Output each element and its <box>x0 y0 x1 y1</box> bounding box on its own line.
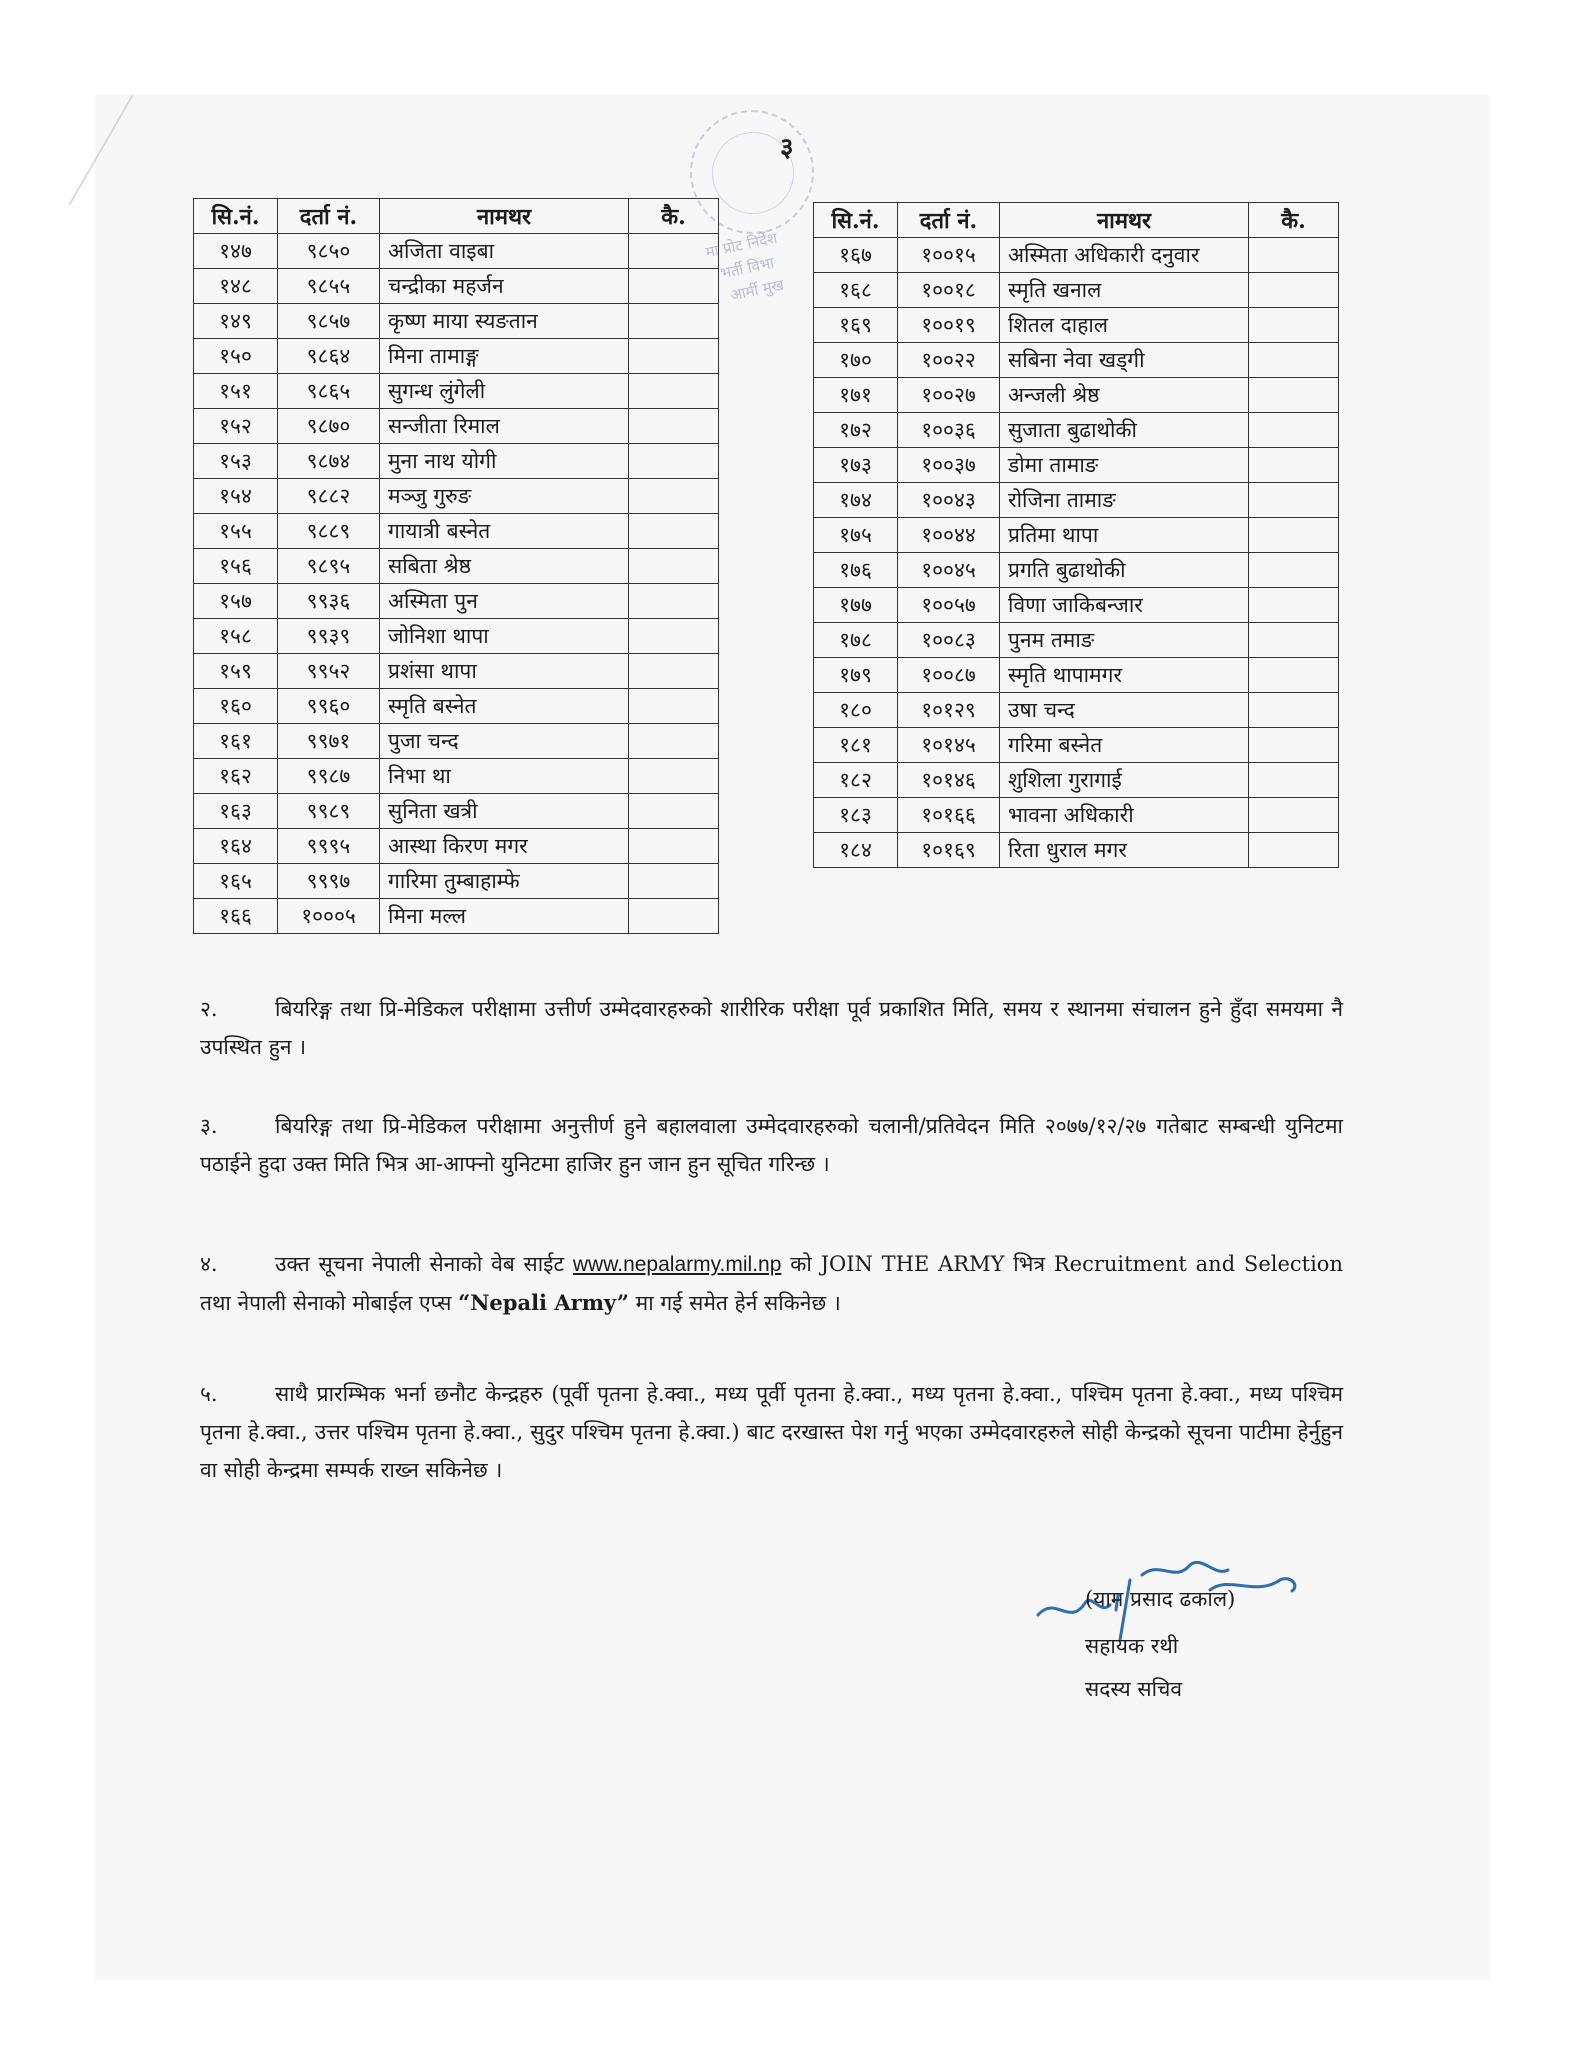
serial-cell: १६८ <box>814 273 898 308</box>
name-cell: गायात्री बस्नेत <box>380 514 629 549</box>
table-row <box>194 759 719 794</box>
table-row <box>814 658 1339 693</box>
remark-cell <box>629 514 719 549</box>
signatory-rank: सहायक रथी <box>1085 1634 1179 1658</box>
table-row <box>814 308 1339 343</box>
serial-cell: १६९ <box>814 308 898 343</box>
header-serial: सि.नं. <box>814 203 898 238</box>
serial-cell: १५२ <box>194 409 278 444</box>
name-cell: अजिता वाइबा <box>380 234 629 269</box>
name-cell: मिना तामाङ्ग <box>380 339 629 374</box>
serial-cell: १५४ <box>194 479 278 514</box>
serial-cell: १८२ <box>814 763 898 798</box>
name-cell: सबिता श्रेष्ठ <box>380 549 629 584</box>
table-row <box>194 304 719 339</box>
registration-cell: १०००५ <box>278 899 380 934</box>
name-cell: निभा था <box>380 759 629 794</box>
page-number: ३ <box>780 133 794 163</box>
registration-cell: ९८६५ <box>278 374 380 409</box>
name-cell: स्मृति बस्नेत <box>380 689 629 724</box>
remark-cell <box>1249 413 1339 448</box>
table-row <box>814 518 1339 553</box>
remark-cell <box>1249 483 1339 518</box>
registration-cell: ९९९७ <box>278 864 380 899</box>
name-cell: मञ्जु गुरुङ <box>380 479 629 514</box>
remark-cell <box>1249 763 1339 798</box>
serial-cell: १६० <box>194 689 278 724</box>
name-cell: मुना नाथ योगी <box>380 444 629 479</box>
table-row <box>194 794 719 829</box>
registration-cell: ९९५२ <box>278 654 380 689</box>
registration-cell: १०१६९ <box>898 833 1000 868</box>
remark-cell <box>1249 833 1339 868</box>
serial-cell: १४७ <box>194 234 278 269</box>
table-row <box>814 448 1339 483</box>
remark-cell <box>629 899 719 934</box>
serial-cell: १६३ <box>194 794 278 829</box>
table-row <box>194 689 719 724</box>
table-row <box>814 413 1339 448</box>
registration-cell: १००८३ <box>898 623 1000 658</box>
remark-cell <box>629 234 719 269</box>
registration-cell: ९८५७ <box>278 304 380 339</box>
table-header-row <box>194 199 719 234</box>
serial-cell: १५३ <box>194 444 278 479</box>
name-cell: सबिना नेवा खड्गी <box>1000 343 1249 378</box>
registration-cell: १००४३ <box>898 483 1000 518</box>
remark-cell <box>1249 798 1339 833</box>
registration-cell: ९८८९ <box>278 514 380 549</box>
paragraph-text: को JOIN THE ARMY भित्र Recruitment and Selection तथा नेपाली सेनाको मोबाईल एप्स <box>200 1252 1343 1315</box>
paragraph-text: साथै प्रारम्भिक भर्ना छनौट केन्द्रहरु (पूर्वी पृतना हे.क्वा., मध्य पूर्वी पृतना हे.क्वा., मध्य पृतना हे.क्वा., पश्चिम पृतना हे.क्वा., मध्य पश्चिम पृतना हे.क्वा., उत्तर पश्चिम पृतना हे.क्वा., सुदुर पश्चिम पृतना हे.क्वा.) बाट दरखास्त पेश गर्नु भएका उम्मेदवारहरुले सोही केन्द्रको सूचना पाटीमा हेर्नुहुन वा सोही केन्द्रमा सम्पर्क राख्न सकिनेछ । <box>200 1382 1343 1482</box>
serial-cell: १६४ <box>194 829 278 864</box>
registration-cell: १००८७ <box>898 658 1000 693</box>
header-remark: कै. <box>629 199 719 234</box>
table-row <box>194 864 719 899</box>
registration-cell: १००१९ <box>898 308 1000 343</box>
serial-cell: १५८ <box>194 619 278 654</box>
serial-cell: १४८ <box>194 269 278 304</box>
table-row <box>194 339 719 374</box>
name-cell: गरिमा बस्नेत <box>1000 728 1249 763</box>
registration-cell: ९८६४ <box>278 339 380 374</box>
remark-cell <box>629 619 719 654</box>
table-row <box>194 234 719 269</box>
signatory-name: (याम प्रसाद ढकाल) <box>1085 1587 1236 1611</box>
registration-cell: १०१४५ <box>898 728 1000 763</box>
name-cell: चन्द्रीका महर्जन <box>380 269 629 304</box>
paragraph-text: बियरिङ्ग तथा प्रि-मेडिकल परीक्षामा उत्तीर्ण उम्मेदवारहरुको शारीरिक परीक्षा पूर्व प्रकाशित मिति, समय र स्थानमा संचालन हुने हुँदा समयमा नै उपस्थित हुन । <box>200 997 1343 1059</box>
serial-cell: १७३ <box>814 448 898 483</box>
table-row <box>194 584 719 619</box>
table-row <box>814 798 1339 833</box>
table-row <box>194 654 719 689</box>
serial-cell: १६६ <box>194 899 278 934</box>
remark-cell <box>629 339 719 374</box>
name-cell: प्रशंसा थापा <box>380 654 629 689</box>
table-row <box>194 444 719 479</box>
remark-cell <box>1249 238 1339 273</box>
remark-cell <box>629 584 719 619</box>
registration-cell: १००१८ <box>898 273 1000 308</box>
registration-cell: ९९९५ <box>278 829 380 864</box>
remark-cell <box>629 269 719 304</box>
name-cell: सन्जीता रिमाल <box>380 409 629 444</box>
table-row <box>194 514 719 549</box>
serial-cell: १६७ <box>814 238 898 273</box>
paragraph-text: उक्त सूचना नेपाली सेनाको वेब साईट <box>275 1252 565 1276</box>
table-row <box>814 273 1339 308</box>
serial-cell: १५९ <box>194 654 278 689</box>
table-row <box>194 269 719 304</box>
name-cell: मिना मल्ल <box>380 899 629 934</box>
serial-cell: १७६ <box>814 553 898 588</box>
serial-cell: १८३ <box>814 798 898 833</box>
name-cell: अन्जली श्रेष्ठ <box>1000 378 1249 413</box>
paragraph-number: २. <box>200 997 218 1021</box>
registration-cell: ९८५५ <box>278 269 380 304</box>
registration-cell: ९९८९ <box>278 794 380 829</box>
serial-cell: १८० <box>814 693 898 728</box>
serial-cell: १५७ <box>194 584 278 619</box>
seal-text-1: मा प्रोट निर्देश <box>703 228 779 262</box>
table-row <box>194 899 719 934</box>
remark-cell <box>629 444 719 479</box>
name-cell: प्रतिमा थापा <box>1000 518 1249 553</box>
registration-cell: १००४४ <box>898 518 1000 553</box>
name-cell: सुनिता खत्री <box>380 794 629 829</box>
serial-cell: १६२ <box>194 759 278 794</box>
name-cell: स्मृति खनाल <box>1000 273 1249 308</box>
registration-cell: ९९३६ <box>278 584 380 619</box>
name-cell: सुजाता बुढाथोकी <box>1000 413 1249 448</box>
name-cell: कृष्ण माया स्यङतान <box>380 304 629 339</box>
name-cell: उषा चन्द <box>1000 693 1249 728</box>
serial-cell: १४९ <box>194 304 278 339</box>
registration-cell: ९८७० <box>278 409 380 444</box>
registration-cell: ९८५० <box>278 234 380 269</box>
table-row <box>194 409 719 444</box>
table-row <box>814 343 1339 378</box>
table-row <box>814 693 1339 728</box>
name-cell: पुनम तमाङ <box>1000 623 1249 658</box>
table-row <box>814 623 1339 658</box>
name-cell: स्मृति थापामगर <box>1000 658 1249 693</box>
header-registration: दर्ता नं. <box>898 203 1000 238</box>
candidate-table-right <box>813 202 1339 868</box>
header-name: नामथर <box>1000 203 1249 238</box>
remark-cell <box>629 304 719 339</box>
remark-cell <box>1249 378 1339 413</box>
remark-cell <box>1249 588 1339 623</box>
registration-cell: १०१४६ <box>898 763 1000 798</box>
app-name: “Nepali Army” <box>458 1290 629 1315</box>
table-row <box>814 833 1339 868</box>
name-cell: रिता धुराल मगर <box>1000 833 1249 868</box>
remark-cell <box>1249 623 1339 658</box>
registration-cell: १०१२९ <box>898 693 1000 728</box>
remark-cell <box>1249 658 1339 693</box>
remark-cell <box>1249 308 1339 343</box>
remark-cell <box>629 479 719 514</box>
name-cell: अस्मिता पुन <box>380 584 629 619</box>
serial-cell: १७० <box>814 343 898 378</box>
name-cell: शुशिला गुरागाई <box>1000 763 1249 798</box>
handwritten-signature <box>1030 1535 1330 1695</box>
name-cell: भावना अधिकारी <box>1000 798 1249 833</box>
paragraph-5 <box>200 1375 1343 1489</box>
registration-cell: ९९६० <box>278 689 380 724</box>
remark-cell <box>629 549 719 584</box>
serial-cell: १५१ <box>194 374 278 409</box>
registration-cell: १००३७ <box>898 448 1000 483</box>
registration-cell: १००२२ <box>898 343 1000 378</box>
remark-cell <box>1249 553 1339 588</box>
serial-cell: १७७ <box>814 588 898 623</box>
remark-cell <box>1249 448 1339 483</box>
remark-cell <box>629 724 719 759</box>
table-header-row <box>814 203 1339 238</box>
remark-cell <box>629 794 719 829</box>
registration-cell: १०१६६ <box>898 798 1000 833</box>
serial-cell: १५६ <box>194 549 278 584</box>
name-cell: अस्मिता अधिकारी दनुवार <box>1000 238 1249 273</box>
header-serial: सि.नं. <box>194 199 278 234</box>
signatory-role: सदस्य सचिव <box>1085 1677 1183 1701</box>
serial-cell: १५५ <box>194 514 278 549</box>
name-cell: प्रगति बुढाथोकी <box>1000 553 1249 588</box>
registration-cell: १००४५ <box>898 553 1000 588</box>
table-row <box>814 588 1339 623</box>
name-cell: आस्था किरण मगर <box>380 829 629 864</box>
remark-cell <box>1249 728 1339 763</box>
table-row <box>814 483 1339 518</box>
serial-cell: १६१ <box>194 724 278 759</box>
name-cell: गारिमा तुम्बाहाम्फे <box>380 864 629 899</box>
remark-cell <box>629 829 719 864</box>
serial-cell: १७८ <box>814 623 898 658</box>
serial-cell: १८४ <box>814 833 898 868</box>
paragraph-number: ४. <box>200 1252 218 1276</box>
name-cell: डोमा तामाङ <box>1000 448 1249 483</box>
table-row <box>814 553 1339 588</box>
registration-cell: ९८८२ <box>278 479 380 514</box>
registration-cell: ९९८७ <box>278 759 380 794</box>
remark-cell <box>629 409 719 444</box>
paragraph-number: ३. <box>200 1114 218 1138</box>
serial-cell: १७४ <box>814 483 898 518</box>
remark-cell <box>629 759 719 794</box>
name-cell: रोजिना तामाङ <box>1000 483 1249 518</box>
header-name: नामथर <box>380 199 629 234</box>
website-link[interactable]: www.nepalarmy.mil.np <box>572 1253 782 1276</box>
registration-cell: १००२७ <box>898 378 1000 413</box>
remark-cell <box>1249 343 1339 378</box>
registration-cell: १००५७ <box>898 588 1000 623</box>
table-row <box>194 374 719 409</box>
table-row <box>194 619 719 654</box>
remark-cell <box>1249 693 1339 728</box>
serial-cell: १६५ <box>194 864 278 899</box>
name-cell: विणा जाकिबन्जार <box>1000 588 1249 623</box>
serial-cell: १७५ <box>814 518 898 553</box>
table-row <box>814 378 1339 413</box>
table-row <box>814 763 1339 798</box>
seal-text-3: आर्मी मुख <box>728 275 786 305</box>
seal-text-2: भर्ती विभा <box>718 253 776 283</box>
remark-cell <box>1249 518 1339 553</box>
registration-cell: ९९३९ <box>278 619 380 654</box>
registration-cell: १००१५ <box>898 238 1000 273</box>
header-registration: दर्ता नं. <box>278 199 380 234</box>
name-cell: पुजा चन्द <box>380 724 629 759</box>
table-row <box>814 728 1339 763</box>
registration-cell: १००३६ <box>898 413 1000 448</box>
name-cell: जोनिशा थापा <box>380 619 629 654</box>
registration-cell: ९८७४ <box>278 444 380 479</box>
paragraph-text: बियरिङ्ग तथा प्रि-मेडिकल परीक्षामा अनुत्तीर्ण हुने बहालवाला उम्मेदवारहरुको चलानी/प्रतिवेदन मिति २०७७/१२/२७ गतेबाट सम्बन्धी युनिटमा पठाईने हुदा उक्त मिति भित्र आ-आफ्नो युनिटमा हाजिर हुन जान हुन सूचित गरिन्छ । <box>200 1114 1343 1176</box>
table-row <box>194 549 719 584</box>
paragraph-3 <box>200 1107 1343 1183</box>
candidate-table-left <box>193 198 719 934</box>
serial-cell: १७९ <box>814 658 898 693</box>
table-row <box>194 829 719 864</box>
serial-cell: १७२ <box>814 413 898 448</box>
table-row <box>194 724 719 759</box>
table-row <box>194 479 719 514</box>
serial-cell: १५० <box>194 339 278 374</box>
paragraph-2 <box>200 990 1343 1066</box>
serial-cell: १७१ <box>814 378 898 413</box>
registration-cell: ९८९५ <box>278 549 380 584</box>
remark-cell <box>629 654 719 689</box>
table-row <box>814 238 1339 273</box>
remark-cell <box>629 689 719 724</box>
remark-cell <box>629 374 719 409</box>
paragraph-text: मा गई समेत हेर्न सकिनेछ । <box>635 1291 841 1315</box>
name-cell: सुगन्ध लुंगेली <box>380 374 629 409</box>
registration-cell: ९९७१ <box>278 724 380 759</box>
name-cell: शितल दाहाल <box>1000 308 1249 343</box>
paragraph-number: ५. <box>200 1382 218 1406</box>
header-remark: कै. <box>1249 203 1339 238</box>
remark-cell <box>1249 273 1339 308</box>
paragraph-4 <box>200 1245 1343 1322</box>
serial-cell: १८१ <box>814 728 898 763</box>
remark-cell <box>629 864 719 899</box>
